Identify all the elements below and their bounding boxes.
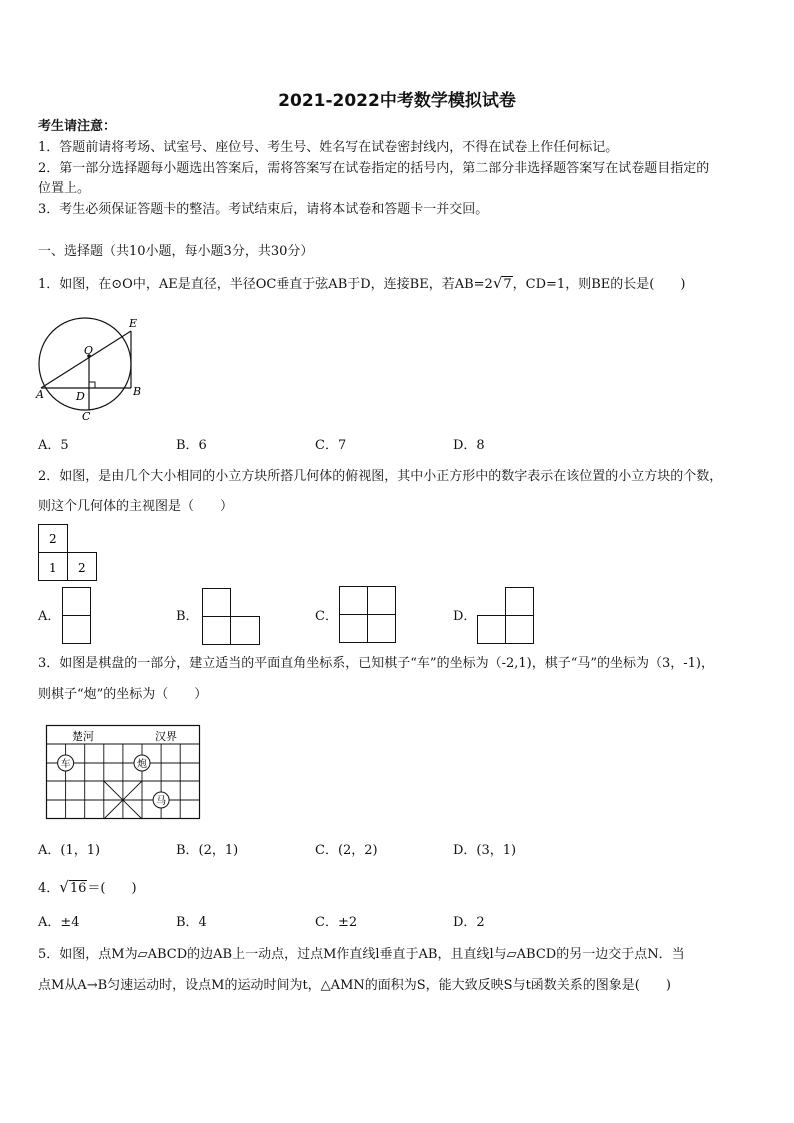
notice-item: 1．答题前请将考场、试室号、座位号、考生号、姓名写在试卷密封线内，不得在试卷上作任何标记。 <box>38 140 619 155</box>
option-c: C．7 <box>315 438 347 453</box>
option-c-view <box>339 586 399 644</box>
notice-item: 位置上。 <box>38 181 91 196</box>
chess-piece-pao <box>134 755 150 771</box>
option-c: C． <box>315 609 338 624</box>
option-b: B． <box>176 609 199 624</box>
grid-count-top: 2 <box>49 532 57 546</box>
option-a: A． <box>38 609 61 624</box>
question-4-prefix: 4． <box>38 881 60 896</box>
piece-che-label: 车 <box>60 759 71 770</box>
question-1-stem-b: ，CD=1，则BE的长是( ) <box>512 277 686 292</box>
piece-pao-label: 炮 <box>137 759 147 770</box>
page-title: 2021-2022中考数学模拟试卷 <box>278 91 516 111</box>
option-a: A．5 <box>38 438 69 453</box>
question-1-stem-a: 1．如图，在⊙O中，AE是直径，半径OC垂直于弦AB于D，连接BE，若AB=2 <box>38 277 493 292</box>
option-b: B．4 <box>176 915 207 930</box>
question-3-line-1: 3．如图是棋盘的一部分，建立适当的平面直角坐标系，已知棋子“车”的坐标为（-2,1)，棋子“马”的坐标为（3，-1)， <box>38 656 715 671</box>
option-b: B．(2，1) <box>176 843 239 858</box>
chess-piece-che <box>58 755 74 771</box>
notice-heading: 考生请注意： <box>38 119 117 134</box>
sqrt-symbol: √ <box>492 274 503 292</box>
grid-count-bottom-right: 2 <box>78 561 86 575</box>
top-view-grid <box>38 524 98 582</box>
option-c: C．(2，2) <box>315 843 378 858</box>
option-d: D． <box>453 609 477 624</box>
question-2-line-1: 2．如图，是由几个大小相同的小立方块所搭几何体的俯视图，其中小正方形中的数字表示在该位置的小立方块的个数， <box>38 469 723 484</box>
question-5-line-1: 5．如图，点M为▱ABCD的边AB上一动点，过点M作直线l垂直于AB，且直线l与▱ABCD的另一边交于点N．当 <box>38 947 685 962</box>
chess-piece-ma <box>153 792 169 808</box>
grid-count-bottom-left: 1 <box>49 561 57 575</box>
point-label-b: B <box>133 385 142 398</box>
question-1-radicand: 7 <box>503 277 512 292</box>
option-a: A．±4 <box>38 915 80 930</box>
option-a: A．(1，1) <box>38 843 101 858</box>
option-c: C．±2 <box>315 915 358 930</box>
option-d: D．2 <box>453 915 485 930</box>
question-4-radicand: 16 <box>69 881 87 896</box>
option-b: B．6 <box>176 438 207 453</box>
question-1-text <box>38 274 685 294</box>
option-b-view <box>202 588 262 646</box>
option-d-view <box>477 587 537 645</box>
question-4-suffix: ＝( ) <box>87 881 137 896</box>
question-3-line-2: 则棋子“炮”的坐标为（ ） <box>38 687 208 702</box>
question-2-line-2: 则这个几何体的主视图是（ ） <box>38 499 234 514</box>
sqrt-symbol: √ <box>59 878 69 896</box>
chess-board-figure <box>46 725 202 821</box>
section-heading: 一、选择题（共10小题，每小题3分，共30分） <box>38 244 314 259</box>
board-label-chu-river: 楚河 <box>72 730 94 743</box>
circle-figure <box>30 312 150 424</box>
board-label-han-border: 汉界 <box>155 730 177 743</box>
piece-ma-label: 马 <box>156 796 167 807</box>
notice-item: 2．第一部分选择题每小题选出答案后，需将答案写在试卷指定的括号内，第二部分非选择题答案写在试卷题目指定的 <box>38 161 710 176</box>
point-label-c: C <box>82 410 91 423</box>
option-a-view <box>62 587 92 645</box>
point-label-e: E <box>129 317 138 330</box>
option-d: D．(3，1) <box>453 843 517 858</box>
point-label-a: A <box>36 388 44 401</box>
point-label-d: D <box>76 390 85 403</box>
point-label-o: O <box>84 344 94 357</box>
option-d: D．8 <box>453 438 485 453</box>
notice-item: 3．考生必须保证答题卡的整洁。考试结束后，请将本试卷和答题卡一并交回。 <box>38 202 489 217</box>
question-5-line-2: 点M从A→B匀速运动时，设点M的运动时间为t，△AMN的面积为S，能大致反映S与t函数关系的图象是( ) <box>38 978 671 993</box>
question-4-text <box>38 878 137 898</box>
